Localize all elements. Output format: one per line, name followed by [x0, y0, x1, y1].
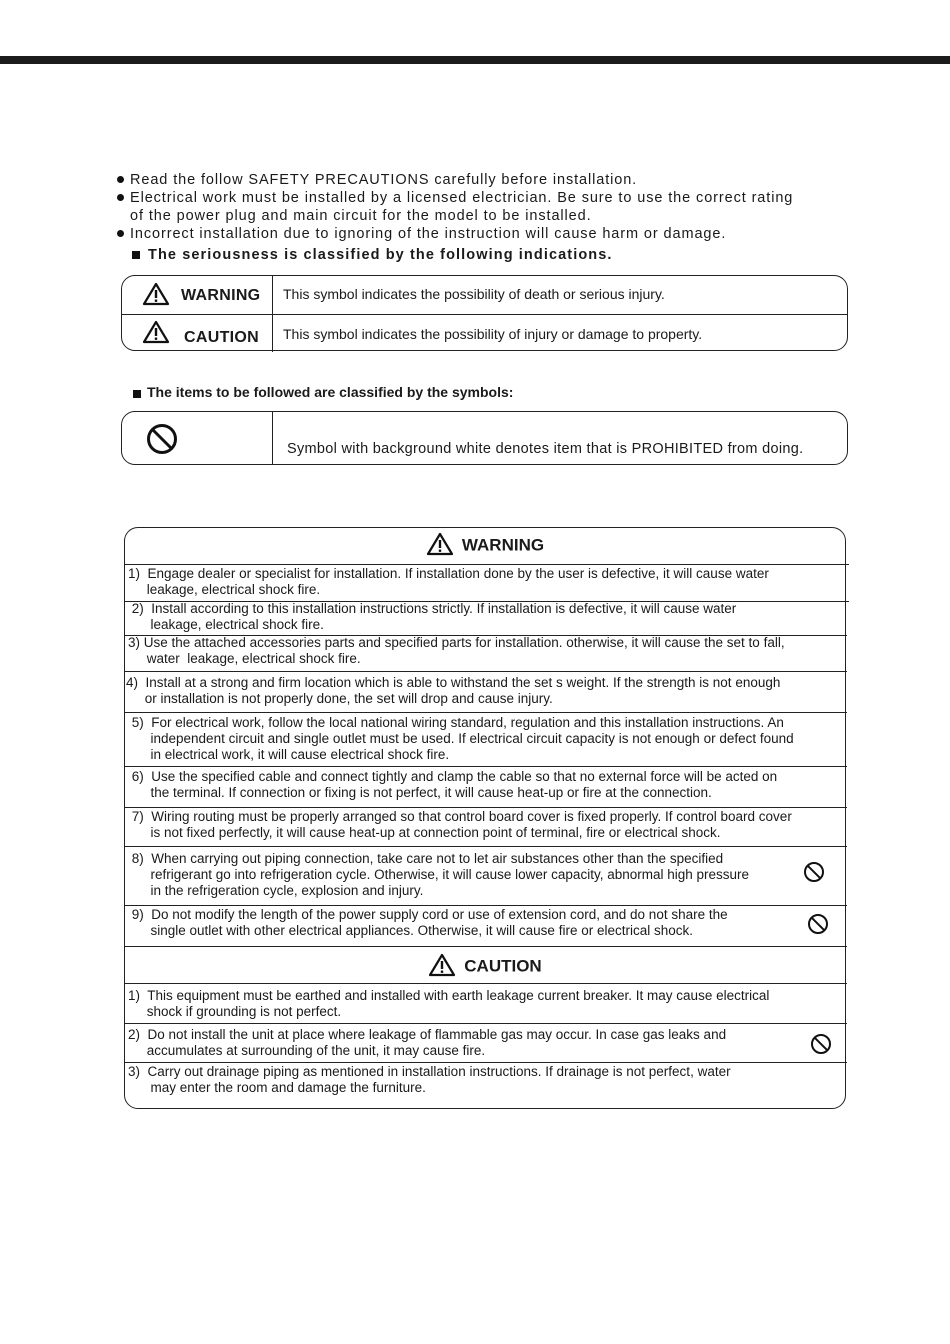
intro-bullet: Read the follow SAFETY PRECAUTIONS carefully before installation. — [116, 171, 876, 189]
seriousness-heading: The seriousness is classified by the following indications. — [116, 246, 876, 264]
top-rule — [0, 56, 950, 64]
precautions-box: WARNING 1) Engage dealer or specialist for installation. If installation done by the user is defective, it will cause water leakage, electrical shock fire. 2) Install according to this installation instructions strictly. If installation is defective, it will cause water leakage, electrical shock fire. 3) Use the attached accessories parts and specified parts for installation. otherwise, it will cause the set to fall, water leakage, electrical shock fire. 4) Install at a strong and firm location which is able to withstand the set s weight. If the strength is not enough or installation is not properly done, the set will drop and cause injury. 5) For electrical work, follow the local national wiring standard, regulation and this installation instructions. An independent circuit and single outlet must be used. If electrical circuit capacity is not enough or defect found in electrical work, it will cause electrical shock fire. 6) Use the specified cable and connect tightly and clamp the cable so that no external force will be acted on the terminal. If connection or fixing is not perfect, it will cause heat-up or fire at the connection. 7) Wiring routing must be properly arranged so that control board cover is fixed properly. If control board cover is not fixed perfectly, it will cause heat-up at connection point of terminal, fire or electrical shock. 8) When carrying out piping connection, take care not to let air substances other than the specified refrigerant go into refrigeration cycle. Otherwise, it will cause lower capacity, abnormal high pressure in the refrigeration cycle, explosion and injury. 9) Do not modify the length of the power supply cord or use of extension cord, and do not share the single outlet with other electrical appliances. Otherwise, it will cause fire or electrical shock. CAUTION 1) This equipment must be earthed and installed with earth leakage current breaker. It may cause electrical shock if grounding is not perfect. 2) Do not install the unit at place where leakage of flammable gas may occur. In case gas leaks and accumulates at surrounding of the unit, it may cause fire. 3) Carry out drainage piping as mentioned in installation instructions. If drainage is not perfect, water may enter the room and damage the furniture. — [124, 527, 846, 1109]
intro-section — [116, 171, 876, 264]
severity-table — [121, 275, 848, 351]
warning-triangle-icon — [142, 282, 170, 306]
warning-section-title: WARNING — [461, 535, 545, 555]
intro-bullet: Incorrect installation due to ignoring of the instruction will cause harm or damage. — [116, 225, 876, 243]
caution-section-title: CAUTION — [464, 956, 542, 976]
prohibited-icon — [803, 861, 825, 887]
caution-label: CAUTION — [184, 329, 259, 346]
prohibited-icon — [810, 1033, 832, 1059]
symbols-table — [121, 411, 848, 465]
prohibited-icon — [807, 913, 829, 939]
caution-description: This symbol indicates the possibility of injury or damage to property. — [283, 326, 703, 342]
symbols-heading: The items to be followed are classified by the symbols: — [133, 384, 513, 400]
severity-row-caution — [122, 314, 847, 352]
severity-row-warning — [122, 276, 847, 315]
warning-triangle-icon — [142, 320, 170, 344]
prohibited-description: Symbol with background white denotes item that is PROHIBITED from doing. — [287, 441, 804, 457]
warning-description: This symbol indicates the possibility of death or serious injury. — [283, 286, 665, 302]
caution-section-header — [125, 955, 845, 979]
warning-label: WARNING — [181, 287, 261, 304]
prohibited-icon — [146, 423, 178, 460]
warning-triangle-icon — [428, 953, 456, 977]
warning-triangle-icon — [426, 532, 454, 556]
intro-bullet: Electrical work must be installed by a licensed electrician. Be sure to use the correct rating of the power plug and main circuit for the model to be installed. — [116, 189, 876, 225]
warning-section-header — [125, 534, 845, 558]
